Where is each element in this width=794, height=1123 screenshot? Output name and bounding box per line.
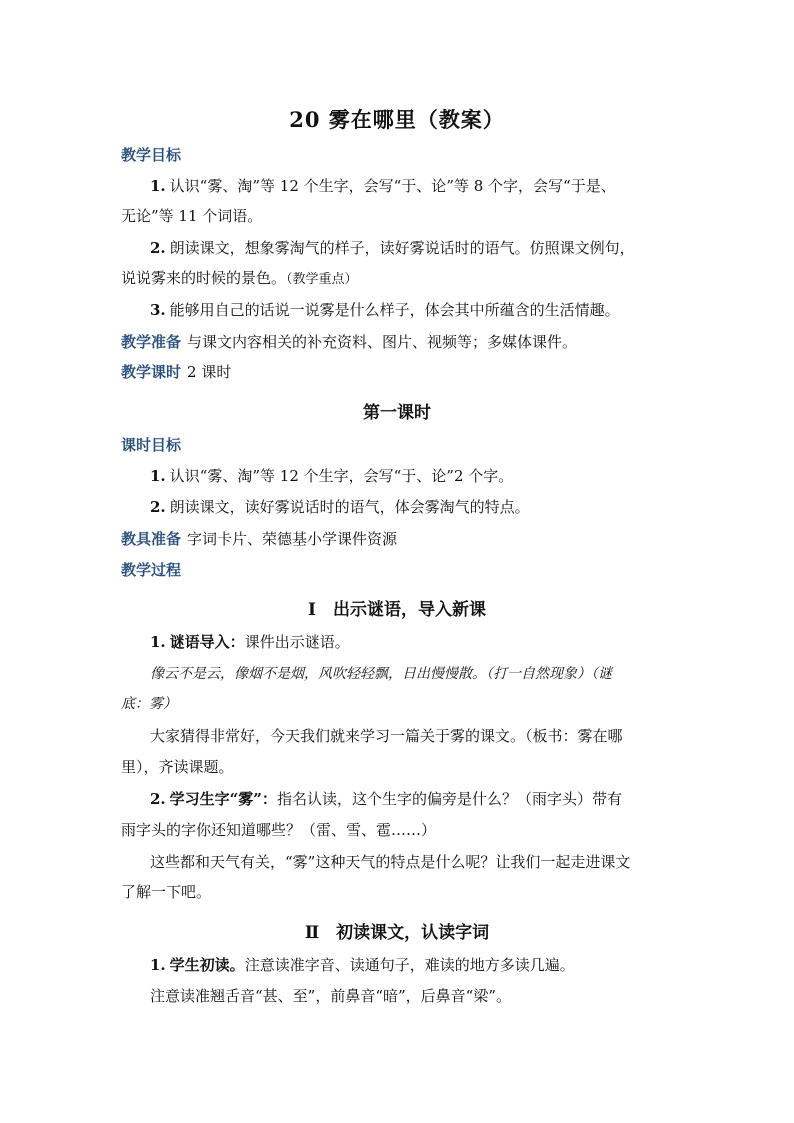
item-text: 说说雾来的时候的景色。 bbox=[121, 269, 287, 287]
item-text: 注意读准字音、读通句子，难读的地方多读几遍。 bbox=[244, 956, 575, 974]
item-heading: 学习生字“雾”： bbox=[169, 790, 277, 808]
item-text: 认识“雾、淘”等 12 个生字，会写“于、论”2 个字。 bbox=[169, 467, 514, 485]
lesson-goal-2 bbox=[150, 497, 681, 517]
para-a-line-1: 大家猜得非常好，今天我们就来学习一篇关于雾的课文。（板书：雾在哪 bbox=[150, 727, 623, 745]
section-label: 教学过程 bbox=[121, 561, 182, 579]
item-number: 2. bbox=[150, 498, 166, 516]
part-2-title: Ⅱ 初读课文，认读字词 bbox=[304, 923, 490, 943]
page-title: 20 雾在哪里（教案） bbox=[289, 107, 505, 132]
teaching-goals-heading bbox=[121, 145, 681, 165]
item-text: 指名认读，这个生字的偏旁是什么？（雨字头）带有 bbox=[276, 790, 622, 808]
hours-text: 2 课时 bbox=[187, 363, 232, 381]
tools-line bbox=[121, 529, 681, 549]
goal-2-line-1 bbox=[150, 238, 681, 258]
item-number: 1. bbox=[150, 956, 166, 974]
lesson-goal-1 bbox=[150, 466, 681, 486]
item-text: 朗读课文，读好雾说话时的语气，体会雾淘气的特点。 bbox=[169, 498, 530, 516]
teaching-prep-line bbox=[121, 332, 681, 352]
section-label: 教具准备 bbox=[121, 530, 182, 548]
part-1-item-2-line-2: 雨字头的字你还知道哪些？（雷、雪、雹……） bbox=[121, 821, 437, 839]
item-heading: 谜语导入： bbox=[169, 633, 245, 651]
prep-text: 与课文内容相关的补充资料、图片、视频等；多媒体课件。 bbox=[187, 333, 578, 351]
item-number: 3. bbox=[150, 301, 166, 319]
para-b-line-1: 这些都和天气有关，“雾”这种天气的特点是什么呢？让我们一起走进课文 bbox=[150, 853, 631, 871]
goal-3-line bbox=[150, 300, 681, 320]
tools-text: 字词卡片、荣德基小学课件资源 bbox=[187, 530, 398, 548]
riddle-line-2: 底：雾） bbox=[121, 696, 177, 712]
item-number: 2. bbox=[150, 239, 166, 257]
part-2-para: 注意读准翘舌音“甚、至”，前鼻音“暗”，后鼻音“梁”。 bbox=[150, 987, 512, 1005]
item-text: 能够用自己的话说一说雾是什么样子，体会其中所蕴含的生活情趣。 bbox=[169, 301, 620, 319]
para-a-line-2: 里），齐读课题。 bbox=[121, 758, 234, 776]
riddle-line-1: 像云不是云，像烟不是烟，风吹轻轻飘，日出慢慢散。（打一自然现象）（谜 bbox=[150, 666, 612, 682]
item-number: 1. bbox=[150, 633, 166, 651]
item-number: 1. bbox=[150, 467, 166, 485]
section-label: 教学目标 bbox=[121, 146, 182, 164]
section-label: 教学准备 bbox=[121, 333, 182, 351]
part-2-item-1 bbox=[150, 955, 681, 975]
item-text: 认识“雾、淘”等 12 个生字，会写“于、论”等 8 个字，会写“于是、 bbox=[169, 177, 616, 195]
lesson-1-title: 第一课时 bbox=[363, 403, 431, 423]
section-label: 课时目标 bbox=[121, 436, 182, 454]
part-1-item-1 bbox=[150, 632, 681, 652]
key-point-note: （教学重点） bbox=[286, 272, 358, 287]
goal-1-line-2: 无论”等 11 个词语。 bbox=[121, 207, 263, 225]
item-text: 朗读课文，想象雾淘气的样子，读好雾说话时的语气。仿照课文例句， bbox=[169, 239, 635, 257]
lesson-goals-heading bbox=[121, 435, 681, 455]
goal-2-line-2 bbox=[121, 268, 681, 290]
section-label: 教学课时 bbox=[121, 363, 182, 381]
part-1-title: Ⅰ 出示谜语，导入新课 bbox=[308, 600, 486, 620]
item-number: 1. bbox=[150, 177, 166, 195]
item-text: 课件出示谜语。 bbox=[244, 633, 350, 651]
para-b-line-2: 了解一下吧。 bbox=[121, 883, 212, 901]
process-heading bbox=[121, 560, 681, 580]
teaching-hours-line bbox=[121, 362, 681, 382]
item-number: 2. bbox=[150, 790, 166, 808]
item-heading: 学生初读。 bbox=[169, 956, 245, 974]
goal-1-line-1 bbox=[150, 176, 681, 196]
part-1-item-2-line-1 bbox=[150, 789, 681, 809]
